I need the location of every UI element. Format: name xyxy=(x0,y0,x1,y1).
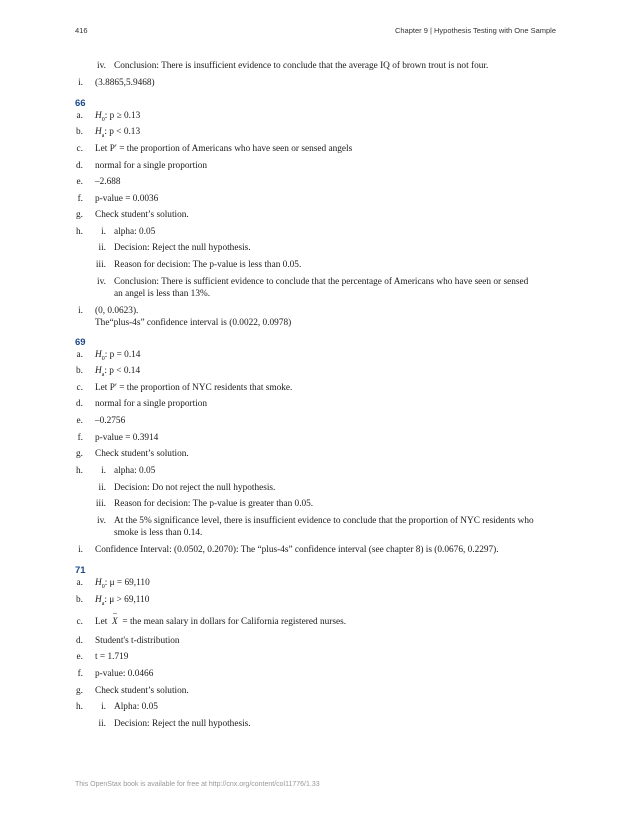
section-number: 66 xyxy=(75,98,86,109)
x-bar-symbol: – X xyxy=(112,616,118,628)
chapter-title: Chapter 9 | Hypothesis Testing with One Sample xyxy=(394,26,556,35)
footer-note: This OpenStax book is available for free at http://cnx.org/content/col11776/1.33 xyxy=(75,781,320,788)
section-number: 71 xyxy=(75,565,86,576)
section-number: 69 xyxy=(75,337,86,348)
page-number: 416 xyxy=(75,26,88,35)
